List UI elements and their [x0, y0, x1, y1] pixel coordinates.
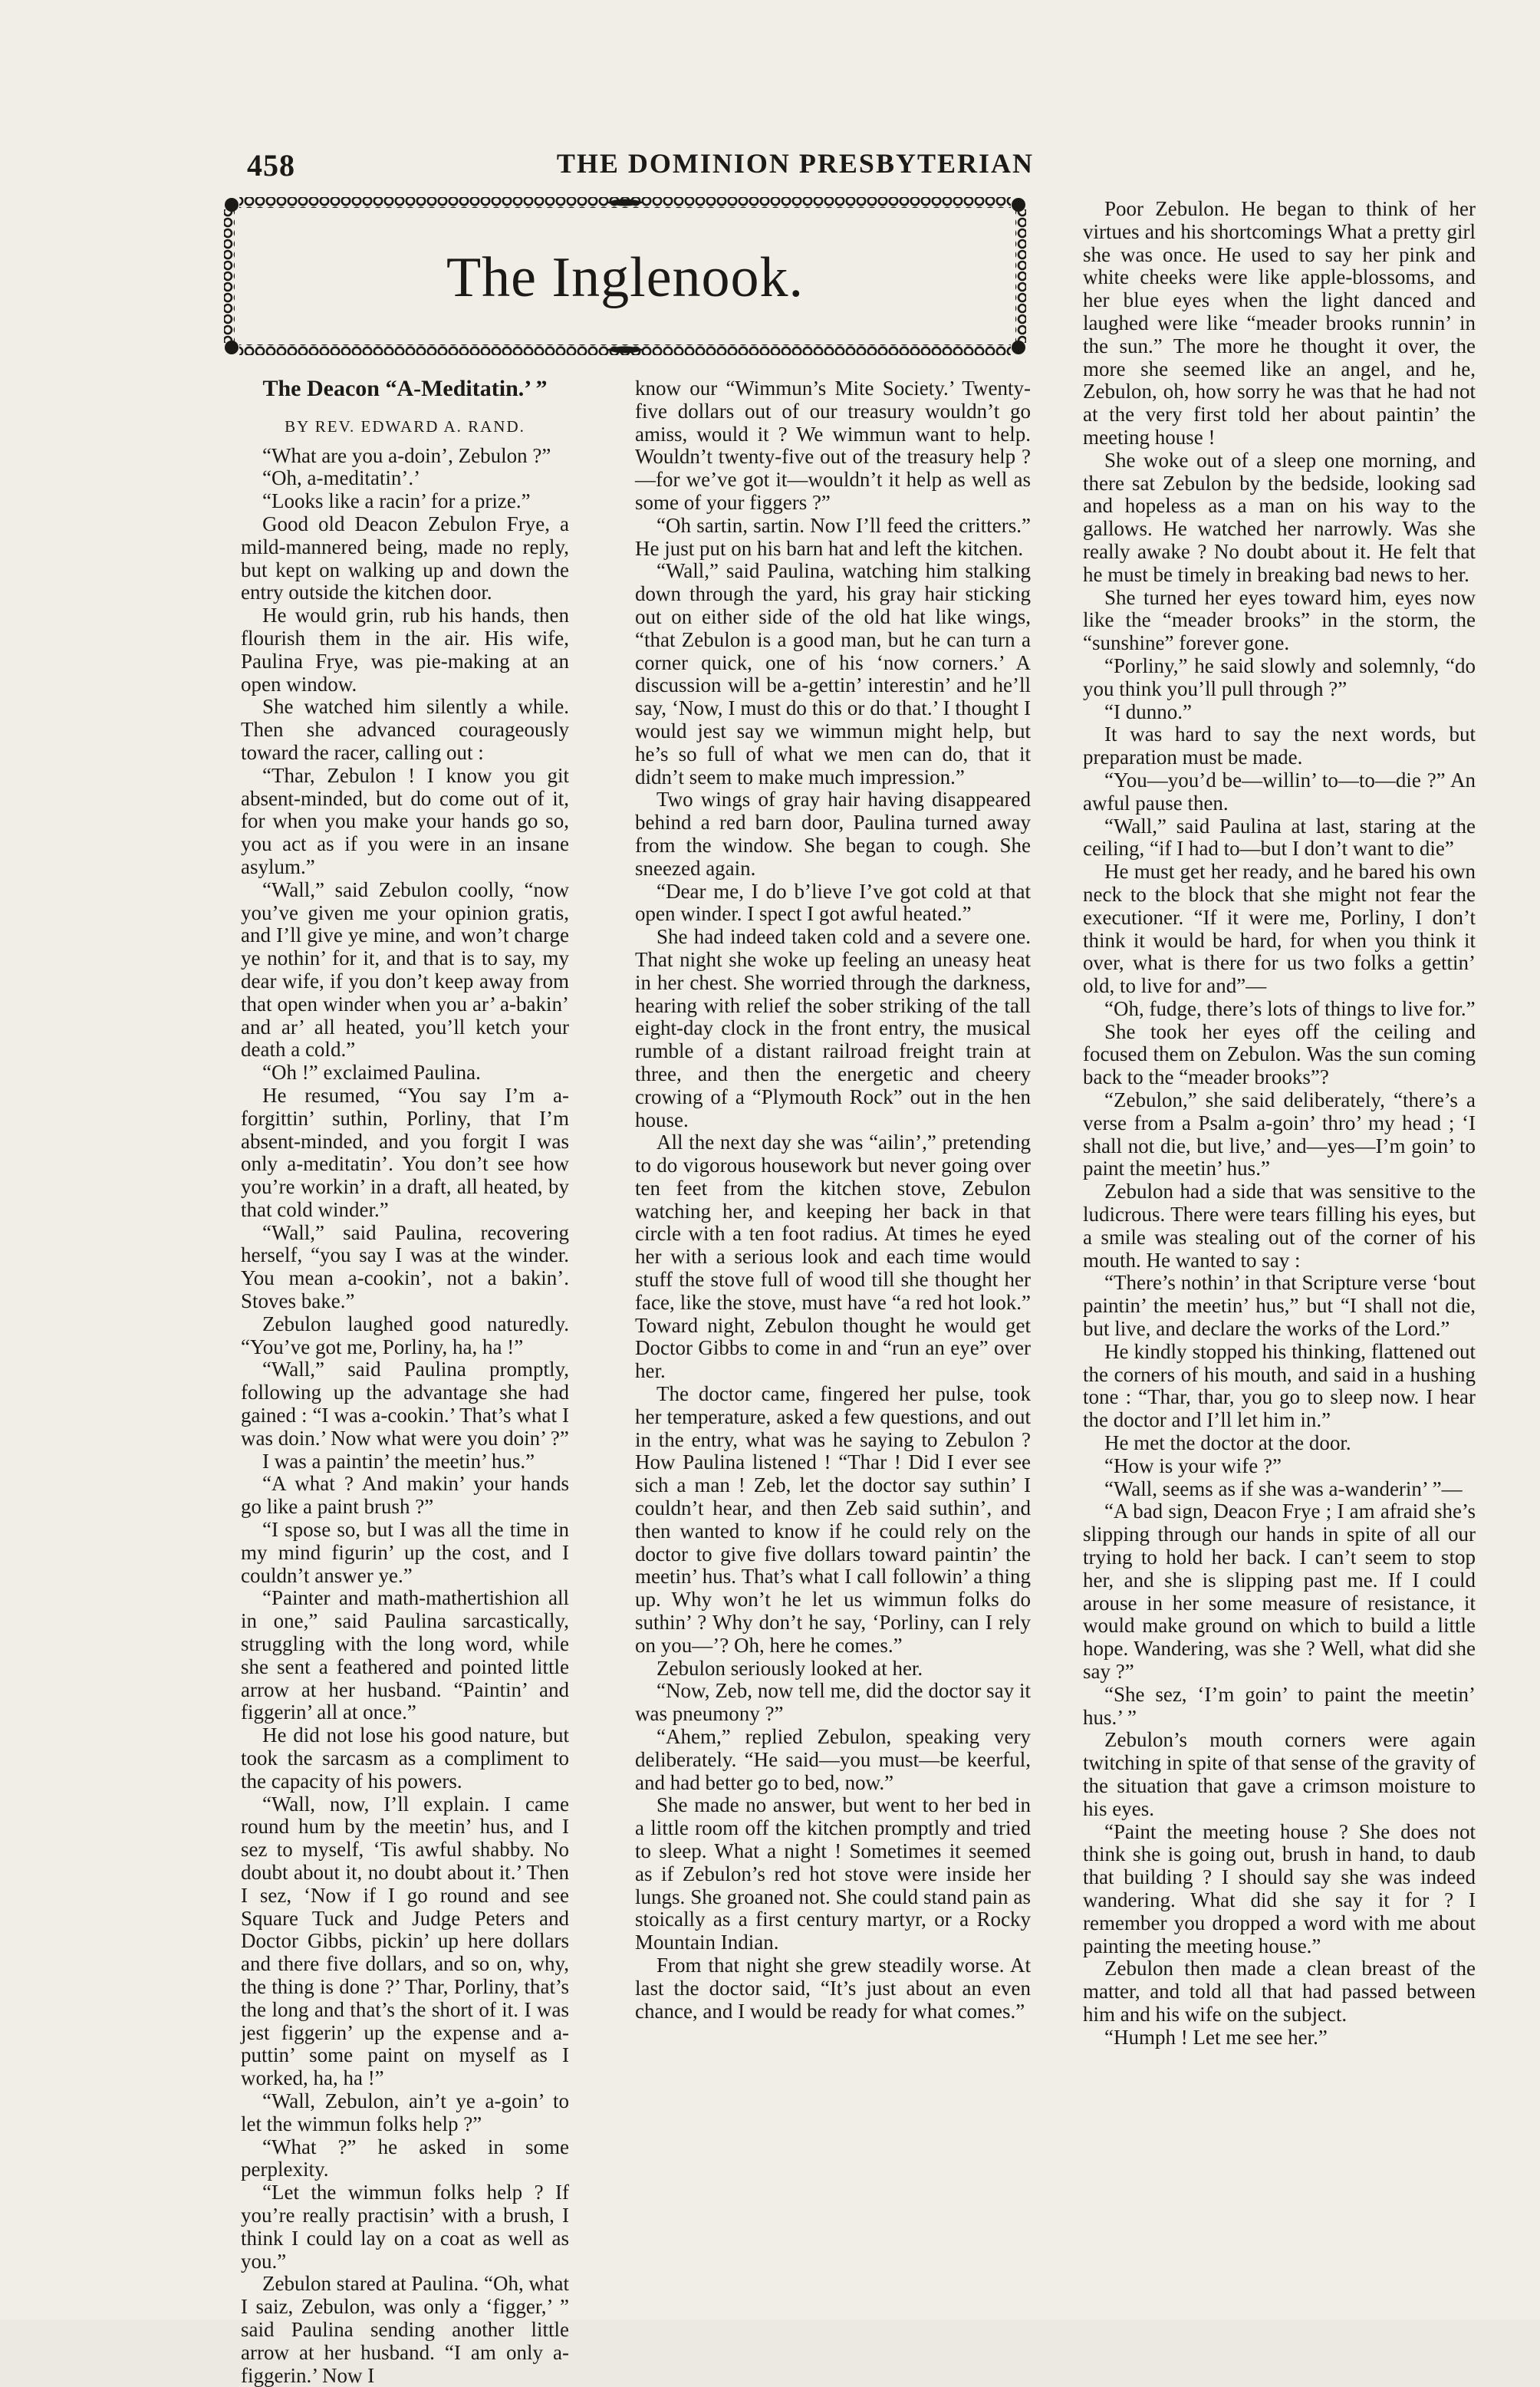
paragraph: “There’s nothin’ in that Scripture verse ‘bout paintin’ the meetin’ hus,” but “I shall not die, but live, and declare the works of the Lord.” — [1083, 1271, 1476, 1341]
text-column-1 — [241, 377, 569, 2387]
paragraph: He kindly stopped his thinking, flattened out the corners of his mouth, and said in a hushing tone : “Thar, thar, you go to sleep now. I hear the doctor and I’ll let him in.” — [1083, 1339, 1476, 1432]
paragraph: “Looks like a racin’ for a prize.” — [262, 489, 531, 513]
paragraph: “What ?” he asked in some perplexity. — [241, 2135, 569, 2181]
paragraph: “Dear me, I do b’lieve I’ve got cold at that open winder. I spect I got awful heated.” — [635, 879, 1031, 926]
text-column-3 — [1083, 198, 1476, 2050]
paragraph: “Wall,” said Paulina at last, staring at the ceiling, “if I had to—but I don’t want to die” — [1083, 814, 1476, 861]
paragraph: “Zebulon,” she said deliberately, “there’s a verse from a Psalm a-goin’ thro’ my head ; ‘I shall not die, but live,’ and—yes—I’m goin’ to paint the meetin’ hus.” — [1083, 1088, 1476, 1180]
paragraph: “I dunno.” — [1104, 700, 1192, 723]
paragraph: “I spose so, but I was all the time in my mind figurin’ up the cost, and I couldn’t answer ye.” — [241, 1518, 569, 1587]
paragraph: I was a paintin’ the meetin’ hus.” — [262, 1449, 535, 1473]
paragraph: She made no answer, but went to her bed in a little room off the kitchen promptly and tried to sleep. What a night ! Sometimes it seemed as if Zebulon’s red hot stove were inside her lungs. She groaned not. She could stand pain as stoically as a first century martyr, or a Rocky Mountain Indian. — [635, 1793, 1031, 1954]
paragraph: “You—you’d be—willin’ to—to—die ?” An awful pause then. — [1083, 768, 1476, 815]
paragraph: “Oh sartin, sartin. Now I’ll feed the critters.” He just put on his barn hat and left the kitchen. — [635, 513, 1031, 560]
paragraph: Zebulon stared at Paulina. “Oh, what I saiz, Zebulon, was only a ‘figger,’ ” said Paulina sending another little arrow at her husband. “I am only a-figgerin.’ Now I — [241, 2272, 569, 2387]
paragraph: “Wall,” said Paulina promptly, following up the advantage she had gained : “I was a-cookin.’ That’s what I was doin.’ Now what were you doin’ ?” — [241, 1358, 569, 1450]
paragraph: He resumed, “You say I’m a-forgittin’ suthin, Porliny, that I’m absent-minded, and you forgit I was only a-meditatin’. You don’t see how you’re workin’ in a draft, all heated, by that cold winder.” — [241, 1083, 569, 1221]
paragraph: Zebulon’s mouth corners were again twitching in spite of that sense of the gravity of the situation that gave a crimson moisture to his eyes. — [1083, 1728, 1476, 1820]
paragraph: It was hard to say the next words, but preparation must be made. — [1083, 723, 1476, 769]
page-number: 458 — [247, 148, 295, 183]
paragraph: From that night she grew steadily worse. At last the doctor said, “It’s just about an even chance, and I would be ready for what comes.” — [635, 1953, 1031, 2023]
paragraph: “Thar, Zebulon ! I know you git absent-minded, but do come out of it, for when you make your hands go so, you act as if you were in an insane asylum.” — [241, 763, 569, 878]
paragraph: She woke out of a sleep one morning, and there sat Zebulon by the bedside, looking sad and hopeless as a man on his way to the gallows. He watched her narrowly. Was she really awake ? No doubt about it. He felt that he must be timely in breaking bad news to her. — [1083, 448, 1476, 586]
paragraph: Poor Zebulon. He began to think of her virtues and his shortcomings What a pretty girl she was once. He used to say her pink and white cheeks were like apple-blossoms, and her blue eyes when the light danced and laughed were like “meader brooks runnin’ in the sun.” The more he thought it over, the more she seemed like an angel, and he, Zebulon, oh, how sorry he was that he had not at the very first told her about paintin’ the meeting house ! — [1083, 197, 1476, 449]
paragraph: “A bad sign, Deacon Frye ; I am afraid she’s slipping through our hands in spite of all our trying to hold her back. I can’t seem to stop her, and she is slipping past me. If I could arouse in her some measure of resistance, it would make ground on which to build a little hope. Wandering, was she ? Well, what did she say ?” — [1083, 1500, 1476, 1683]
paragraph: “Now, Zeb, now tell me, did the doctor say it was pneumony ?” — [635, 1679, 1031, 1726]
paragraph: “Paint the meeting house ? She does not think she is going out, brush in hand, to daub that building ? I should say she was indeed wandering. What did she say it for ? I remember you dropped a word with me about painting the meeting house.” — [1083, 1819, 1476, 1957]
paragraph: know our “Wimmun’s Mite Society.’ Twenty-five dollars out of our treasury wouldn’t go amiss, would it ? We wimmun want to help. Wouldn’t twenty-five out of the treasury help ?—for we’ve got it—wouldn’t it help as well as some of your figgers ?” — [635, 377, 1031, 514]
paragraph: He would grin, rub his hands, then flourish them in the air. His wife, Paulina Frye, was pie-making at an open window. — [241, 604, 569, 696]
paragraph: “Oh, fudge, there’s lots of things to live for.” — [1104, 996, 1476, 1020]
article-title: The Deacon “A-Meditatin.’ ” — [262, 376, 548, 401]
paragraph: “Wall, seems as if she was a-wanderin’ ”— — [1104, 1477, 1463, 1500]
paragraph: “What are you a-doin’, Zebulon ?” — [262, 443, 551, 467]
paragraph: She watched him silently a while. Then she advanced courageously toward the racer, calling out : — [241, 695, 569, 764]
paragraph: Two wings of gray hair having disappeared behind a red barn door, Paulina turned away from the window. She began to cough. She sneezed again. — [635, 788, 1031, 880]
text-column-2 — [635, 377, 1031, 2023]
page-header — [247, 147, 1034, 186]
paragraph: “She sez, ‘I’m goin’ to paint the meetin’ hus.’ ” — [1083, 1682, 1476, 1729]
paragraph: Good old Deacon Zebulon Frye, a mild-mannered being, made no reply, but kept on walking up and down the entry outside the kitchen door. — [241, 512, 569, 604]
paragraph: “Ahem,” replied Zebulon, speaking very deliberately. “He said—you must—be keerful, and had better go to bed, now.” — [635, 1725, 1031, 1794]
paragraph: “Porliny,” he said slowly and solemnly, “do you think you’ll pull through ?” — [1083, 654, 1476, 700]
paragraph: All the next day she was “ailin’,” pretending to do vigorous housework but never going over ten feet from the kitchen stove, Zebulon watching her, and keeping her back in that circle with a ten foot radius. At times he eyed her with a serious look and each time would stuff the stove full of wood till she thought her face, like the stove, must have “a red hot look.” Toward night, Zebulon thought he would get Doctor Gibbs to come in and “run an eye” over her. — [635, 1131, 1031, 1383]
paragraph: “Wall,” said Zebulon coolly, “now you’ve given me your opinion gratis, and I’ll give ye mine, and won’t charge ye nothin’ for it, and that is to say, my dear wife, if you don’t keep away from that open winder when you ar’ a-bakin’ and ar’ all heated, you’ll ketch your death a cold.” — [241, 877, 569, 1062]
paragraph: Zebulon laughed good naturedly. “You’ve got me, Porliny, ha, ha !” — [241, 1312, 569, 1358]
paragraph: He did not lose his good nature, but took the sarcasm as a compliment to the capacity of his powers. — [241, 1724, 569, 1793]
paragraph: “Let the wimmun folks help ? If you’re really practisin’ with a brush, I think I could lay on a coat as well as you.” — [241, 2181, 569, 2273]
article-byline: BY REV. EDWARD A. RAND. — [285, 416, 525, 436]
paragraph: Zebulon had a side that was sensitive to the ludicrous. There were tears filling his eyes, but a smile was stealing out of the corner of his mouth. He wanted to say : — [1083, 1180, 1476, 1272]
paragraph: “Oh, a-meditatin’.’ — [262, 466, 421, 490]
paragraph: “Wall, Zebulon, ain’t ye a-goin’ to let the wimmun folks help ?” — [241, 2089, 569, 2135]
paragraph: “Painter and math-mathertishion all in one,” said Paulina sarcastically, struggling with the long word, while she sent a feathered and pointed little arrow at her husband. “Paintin’ and figgerin’ all at once.” — [241, 1586, 569, 1724]
paragraph: “Wall,” said Paulina, watching him stalking down through the yard, his gray hair sticking out on either side of the old hat like wings, “that Zebulon is a good man, but he can turn a corner quick, one of his ‘now corners.’ A discussion will be a-gettin’ interestin’ and he’ll say, ‘Now, I must do this or do that.’ I thought I would jest say we wimmun might help, but he’s so full of what we men can do, that it didn’t seem to make much impression.” — [635, 559, 1031, 789]
paragraph: She took her eyes off the ceiling and focused them on Zebulon. Was the sun coming back to the “meader brooks”? — [1083, 1019, 1476, 1089]
section-banner — [222, 196, 1028, 357]
paragraph: “A what ? And makin’ your hands go like a paint brush ?” — [241, 1472, 569, 1519]
paragraph: Zebulon then made a clean breast of the matter, and told all that had passed between him and his wife on the subject. — [1083, 1957, 1476, 2026]
paragraph: She had indeed taken cold and a severe one. That night she woke up feeling an uneasy heat in her chest. She worried through the darkness, hearing with relief the sober striking of the tall eight-day clock in the front entry, the musical rumble of a distant railroad freight train at three, and then the energetic and cheery crowing of a “Plymouth Rock” out in the hen house. — [635, 925, 1031, 1131]
paragraph: “Wall,” said Paulina, recovering herself, “you say I was at the winder. You mean a-cookin’, not a bakin’. Stoves bake.” — [241, 1220, 569, 1313]
paragraph: The doctor came, fingered her pulse, took her temperature, asked a few questions, and out in the entry, what was he saying to Zebulon ? How Paulina listened ! “Thar ! Did I ever see sich a man ! Zeb, let the doctor say suthin’ I couldn’t hear, and then Zeb said suthin’, and then wanted to know if he could rely on the doctor to give five dollars toward paintin’ the meetin’ hus. That’s what I call followin’ a thing up. Why won’t he let us wimmun folks do suthin’ ? Why don’t he say, ‘Porliny, can I rely on you—’? Oh, here he comes.” — [635, 1382, 1031, 1657]
section-title: The Inglenook. — [446, 246, 805, 309]
paragraph: “Oh !” exclaimed Paulina. — [262, 1061, 481, 1085]
paragraph: He met the doctor at the door. — [1104, 1431, 1351, 1455]
paragraph: Zebulon seriously looked at her. — [656, 1656, 923, 1680]
paragraph: He must get her ready, and he bared his own neck to the block that she might not fear the executioner. “If it were me, Porliny, I don’t think it would be hard, for when you think it over, what is there for us two folks a gettin’ old, to live for and”— — [1083, 860, 1476, 998]
paragraph: “Wall, now, I’ll explain. I came round hum by the meetin’ hus, and I sez to myself, ‘Tis awful shabby. No doubt about it, no doubt about it.’ Then I sez, ‘Now if I go round and see Square Tuck and Judge Peters and Doctor Gibbs, pickin’ up here dollars and there five dollars, and so on, why, the thing is done ?’ Thar, Porliny, that’s the long and that’s the short of it. I was jest figgerin’ up the expense and a-puttin’ some paint on myself as I worked, ha, ha !” — [241, 1792, 569, 2090]
paragraph: “How is your wife ?” — [1104, 1454, 1282, 1477]
journal-title: THE DOMINION PRESBYTERIAN — [556, 148, 1034, 179]
paragraph: “Humph ! Let me see her.” — [1104, 2025, 1328, 2049]
paragraph: She turned her eyes toward him, eyes now like the “meader brooks” in the storm, the “sunshine” forever gone. — [1083, 585, 1476, 655]
